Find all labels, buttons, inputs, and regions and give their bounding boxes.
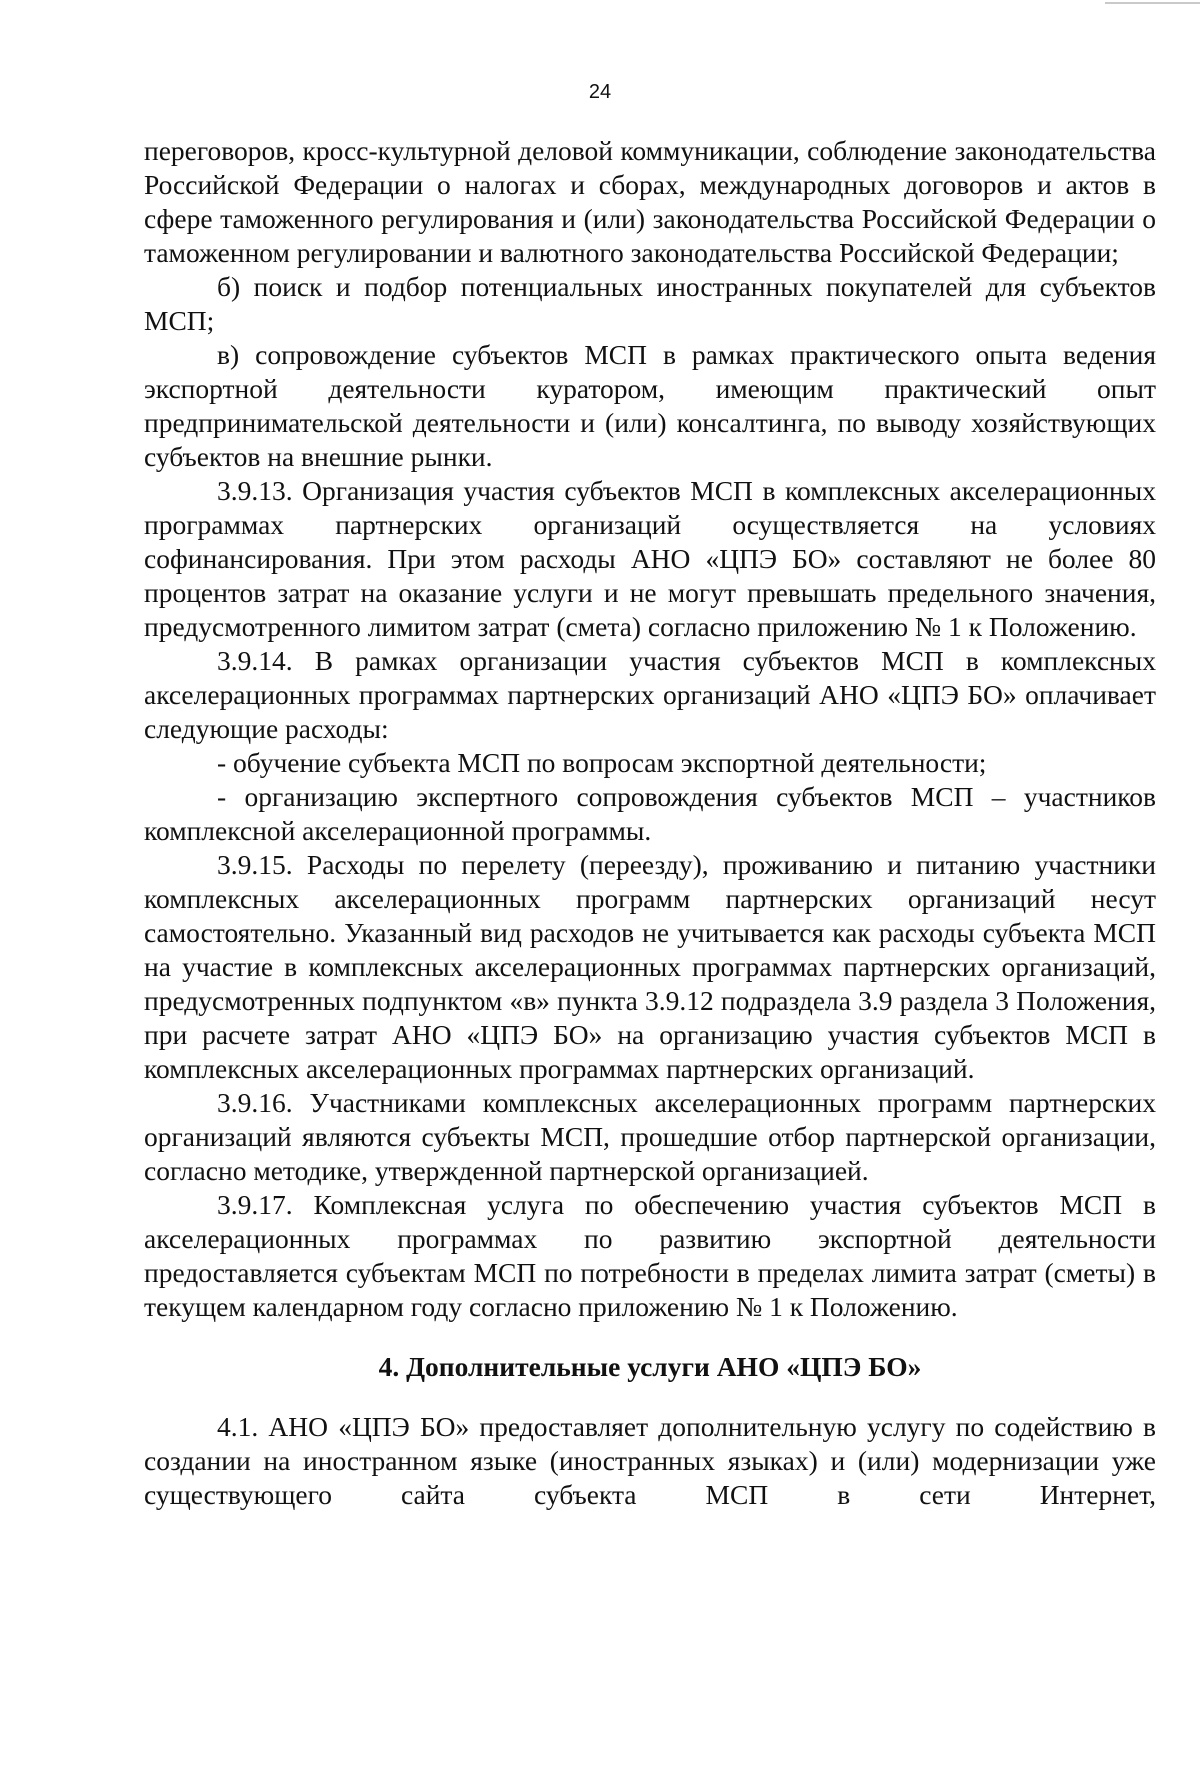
paragraph-item-b: б) поиск и подбор потенциальных иностранных покупателей для субъектов МСП;: [144, 271, 1156, 336]
paragraph-item-v: в) сопровождение субъектов МСП в рамках практического опыта ведения экспортной деятельности куратором, имеющим практический опыт предпринимательской деятельности и (или) консалтинга, по выводу хозяйствующих субъектов на внешние рынки.: [144, 339, 1156, 472]
page-number: 24: [588, 81, 612, 103]
paragraph-list-item-expert-support: - организацию экспертного сопровождения субъектов МСП – участников комплексной акселерационной программы.: [144, 781, 1156, 846]
section-heading: 4. Дополнительные услуги АНО «ЦПЭ БО»: [378, 1351, 922, 1382]
paragraph-3-9-13: 3.9.13. Организация участия субъектов МСП в комплексных акселерационных программах партнерских организаций осуществляется на условиях софинансирования. При этом расходы АНО «ЦПЭ БО» составляют не более 80 процентов затрат на оказание услуги и не могут превышать предельного значения, предусмотренного лимитом затрат (смета) согласно приложению № 1 к Положению.: [144, 475, 1156, 642]
scan-edge-line: [1105, 2, 1200, 4]
paragraph-3-9-16: 3.9.16. Участниками комплексных акселерационных программ партнерских организаций являются субъекты МСП, прошедшие отбор партнерской организации, согласно методике, утвержденной партнерской организацией.: [144, 1087, 1156, 1186]
paragraph-3-9-15: 3.9.15. Расходы по перелету (переезду), проживанию и питанию участники комплексных акселерационных программ партнерских организаций несут самостоятельно. Указанный вид расходов не учитывается как расходы субъекта МСП на участие в комплексных акселерационных программах партнерских организаций, предусмотренных подпунктом «в» пункта 3.9.12 подраздела 3.9 раздела 3 Положения, при расчете затрат АНО «ЦПЭ БО» на организацию участия субъектов МСП в комплексных акселерационных программах партнерских организаций.: [144, 849, 1156, 1084]
paragraph-3-9-14: 3.9.14. В рамках организации участия субъектов МСП в комплексных акселерационных программах партнерских организаций АНО «ЦПЭ БО» оплачивает следующие расходы:: [144, 645, 1156, 744]
document-body: [144, 134, 1156, 1512]
paragraph-list-item-training: - обучение субъекта МСП по вопросам экспортной деятельности;: [217, 747, 987, 778]
paragraph-4-1: 4.1. АНО «ЦПЭ БО» предоставляет дополнительную услугу по содействию в создании на иностранном языке (иностранных языках) и (или) модернизации уже существующего сайта субъекта МСП в сети Интернет,: [144, 1411, 1156, 1510]
paragraph-continuation: переговоров, кросс-культурной деловой коммуникации, соблюдение законодательства Российской Федерации о налогах и сборах, международных договоров и актов в сфере таможенного регулирования и (или) законодательства Российской Федерации о таможенном регулировании и валютного законодательства Российской Федерации;: [144, 135, 1156, 268]
paragraph-3-9-17: 3.9.17. Комплексная услуга по обеспечению участия субъектов МСП в акселерационных программах по развитию экспортной деятельности предоставляется субъектам МСП по потребности в пределах лимита затрат (сметы) в текущем календарном году согласно приложению № 1 к Положению.: [144, 1189, 1156, 1322]
